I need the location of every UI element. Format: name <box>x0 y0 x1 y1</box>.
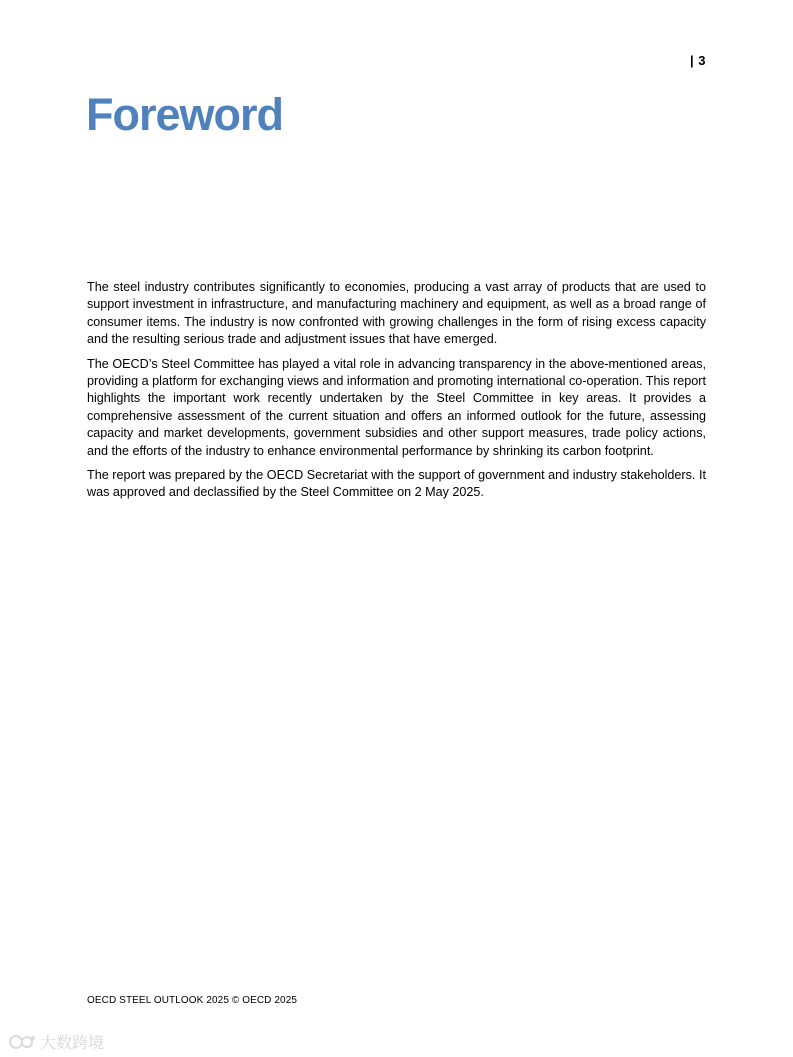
watermark <box>8 1030 104 1053</box>
page-title: Foreword <box>86 89 284 140</box>
footer-copyright: OECD STEEL OUTLOOK 2025 © OECD 2025 <box>87 995 298 1006</box>
foreword-body <box>87 279 706 509</box>
watermark-logo-icon <box>8 1033 36 1051</box>
paragraph-3: The report was prepared by the OECD Secretariat with the support of government and industry stakeholders. It was approved and declassified by the Steel Committee on 2 May 2025. <box>87 468 706 500</box>
paragraph-1: The steel industry contributes significantly to economies, producing a vast array of products that are used to support investment in infrastructure, and manufacturing machinery and equipment, as well as a broad range of consumer items. The industry is now confronted with growing challenges in the form of rising excess capacity and the resulting serious trade and adjustment issues that have emerged. <box>87 280 706 347</box>
watermark-text: 大数跨境 <box>40 1033 105 1052</box>
paragraph-2: The OECD’s Steel Committee has played a vital role in advancing transparency in the above-mentioned areas, providing a platform for exchanging views and information and promoting international co-operation. This report highlights the important work recently undertaken by the Steel Committee in key areas. It provides a comprehensive assessment of the current situation and offers an informed outlook for the future, assessing capacity and market developments, government subsidies and other support measures, trade policy actions, and the efforts of the industry to enhance environmental performance by shrinking its carbon footprint. <box>87 356 706 458</box>
page-number: | 3 <box>690 53 706 68</box>
